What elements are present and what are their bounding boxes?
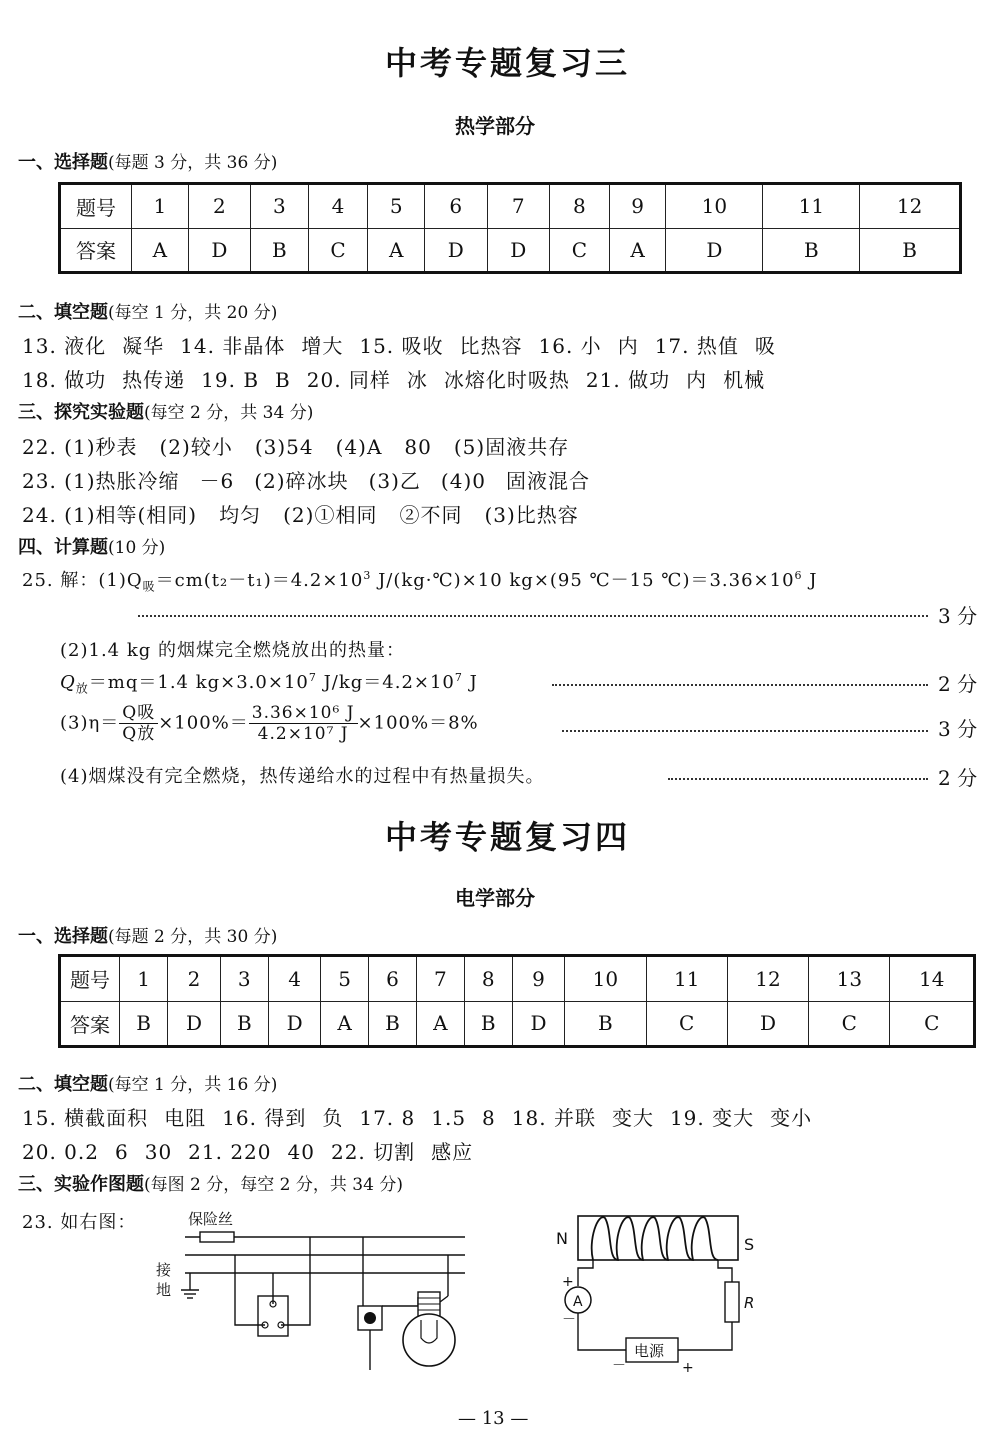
answer-cell: D (168, 1001, 220, 1047)
answer-cell: A (417, 1001, 465, 1047)
dotted-leader (562, 730, 928, 732)
question-number-cell: 8 (549, 184, 609, 229)
question-number-cell: 4 (268, 956, 320, 1002)
table-row-answers (60, 1001, 975, 1047)
answer-item: 17. 热值 (654, 334, 739, 358)
answer-item: 比热容 (459, 334, 523, 358)
experiment-heading-text: 三、实验作图题 (18, 1174, 144, 1195)
frac1-num: Q吸 (119, 703, 158, 724)
fill-heading-text: 二、填空题 (18, 1074, 108, 1095)
answer-item: 15. 横截面积 (22, 1106, 149, 1130)
answer-item: (2)较小 (159, 435, 233, 459)
choice-heading-note: (每题 2 分，共 30 分) (108, 927, 278, 947)
fuse-label: 保险丝 (188, 1210, 234, 1228)
switch-knob-icon (364, 1312, 376, 1324)
answer-item: 19. 变大 (669, 1106, 755, 1130)
table-header-cell: 题号 (60, 956, 120, 1002)
calc-l1-sub: 吸 (142, 579, 156, 594)
question-number-cell: 13 (809, 956, 890, 1002)
fraction-2 (249, 703, 358, 744)
question-number-cell: 6 (368, 956, 416, 1002)
fill-line-13-17 (22, 330, 792, 359)
answer-cell: B (464, 1001, 512, 1047)
question-number-cell: 12 (727, 956, 808, 1002)
calc-l1-end: J (802, 570, 818, 591)
question-number-cell: 2 (188, 184, 250, 229)
north-pole-label: N (556, 1229, 568, 1248)
fill-line-15-19 (22, 1102, 828, 1131)
light-bulb-icon (403, 1314, 455, 1366)
coil-lead-left (578, 1260, 593, 1286)
answer-item: 内 (617, 334, 639, 358)
answer-item: (3)54 (254, 435, 314, 459)
power-supply-label: 电源 (634, 1342, 665, 1360)
calc-l3-exp2: 7 (454, 671, 463, 684)
question-number-cell: 5 (368, 184, 425, 229)
answer-cell: C (890, 1001, 975, 1047)
answer-item: 15. 吸收 (359, 334, 444, 358)
answer-item: (2)①相同 (283, 503, 378, 527)
fuse-icon (200, 1232, 234, 1242)
answer-item: 6 (114, 1140, 129, 1164)
calc-l3-rest: J/kg＝4.2×10 (316, 672, 455, 693)
explore-line-24 (22, 499, 601, 528)
answer-cell: B (251, 228, 309, 273)
experiment-heading (18, 1170, 403, 1196)
ammeter-minus: － (562, 1312, 576, 1328)
answer-item: 16. 小 (538, 334, 602, 358)
answer-item: (5)固液共存 (453, 435, 570, 459)
question-number-cell: 7 (487, 184, 549, 229)
score-1: 3 分 (938, 604, 978, 628)
answer-cell: B (565, 1001, 646, 1047)
calc-l4-prefix: (3)η＝ (60, 712, 120, 734)
answer-item: 16. 得到 (222, 1106, 307, 1130)
answer-cell: A (321, 1001, 369, 1047)
explore-line-22 (22, 431, 591, 460)
frac2-num: 3.36×10⁶ J (249, 703, 358, 724)
answer-cell: D (512, 1001, 564, 1047)
question-number-cell: 9 (512, 956, 564, 1002)
answer-item: 18. 并联 (511, 1106, 596, 1130)
calc-l1-mid: ＝cm(t₂－t₁)＝4.2×10 (155, 570, 364, 591)
score-3: 3 分 (938, 717, 978, 741)
answer-item: 8 (482, 1106, 496, 1130)
answer-table-review-3 (58, 182, 962, 274)
question-number-cell: 11 (763, 184, 860, 229)
answer-item: 变小 (770, 1106, 813, 1130)
choice-heading-note: (每题 3 分，共 36 分) (108, 153, 278, 173)
question-number-cell: 1 (132, 184, 189, 229)
answer-item: 24. (1)相等(相同) (22, 503, 198, 527)
table-row-numbers (60, 184, 961, 229)
answer-cell: D (425, 228, 487, 273)
answer-item: 20. 同样 (306, 368, 391, 392)
answer-item: 40 (287, 1140, 315, 1164)
fraction-1 (119, 703, 158, 744)
answer-cell: B (120, 1001, 168, 1047)
calc-l4-mid: ×100%＝ (158, 712, 249, 734)
ammeter-plus: + (562, 1274, 574, 1290)
choice-heading (18, 148, 277, 174)
calc-l3-sub: 放 (75, 681, 89, 696)
question-number-cell: 3 (251, 184, 309, 229)
question-number-cell: 1 (120, 956, 168, 1002)
power-plus: + (682, 1360, 694, 1376)
answer-item: (3)比热容 (484, 503, 579, 527)
resistor-label: R (744, 1294, 755, 1312)
calc-heading-note: (10 分) (108, 538, 166, 558)
answer-cell: C (646, 1001, 727, 1047)
question-number-cell: 11 (646, 956, 727, 1002)
lamp-lead (382, 1297, 418, 1306)
score-4: 2 分 (938, 766, 978, 790)
iron-core (578, 1216, 738, 1260)
question-number-cell: 3 (220, 956, 268, 1002)
answer-cell: B (220, 1001, 268, 1047)
coil-lead-right (718, 1260, 732, 1282)
answer-item: 21. 220 (188, 1140, 272, 1164)
lamp-neutral-lead (440, 1296, 448, 1302)
answer-item: 固液混合 (505, 469, 590, 493)
choice-heading-text: 一、选择题 (18, 926, 108, 947)
explore-heading-text: 三、探究实验题 (18, 402, 144, 423)
answer-item: ②不同 (399, 503, 463, 527)
circuit-lead-bottom-right (678, 1322, 732, 1350)
question-number-cell: 5 (321, 956, 369, 1002)
power-minus: － (612, 1358, 626, 1374)
answer-item: (2)碎冰块 (254, 469, 349, 493)
calc-line-2: (2)1.4 kg 的烟煤完全燃烧放出的热量： (60, 640, 405, 661)
ammeter-label: A (573, 1294, 583, 1310)
question-number-cell: 14 (890, 956, 975, 1002)
answer-item: 增大 (301, 334, 344, 358)
question-number-cell: 2 (168, 956, 220, 1002)
answer-item: 变大 (611, 1106, 654, 1130)
answer-item: 23. (1)热胀冷缩 (22, 469, 180, 493)
answer-item: 14. 非晶体 (180, 334, 286, 358)
answer-cell: A (609, 228, 666, 273)
answer-item: 21. 做功 (585, 368, 671, 392)
table-header-cell: 答案 (60, 1001, 120, 1047)
answer-item: 热传递 (122, 368, 186, 392)
question-number-cell: 6 (425, 184, 487, 229)
choice-heading (18, 922, 277, 948)
answer-cell: A (132, 228, 189, 273)
page-number: — 13 — (458, 1408, 529, 1429)
answer-item: 30 (144, 1140, 173, 1164)
question-number-cell: 4 (308, 184, 368, 229)
frac1-den: Q放 (122, 724, 156, 744)
answer-cell: D (487, 228, 549, 273)
answer-item: 冰 (406, 368, 428, 392)
dotted-leader (552, 684, 928, 686)
answer-cell: C (549, 228, 609, 273)
answer-item: 22. 切割 (330, 1140, 416, 1164)
fill-heading (18, 298, 277, 324)
explore-line-23 (22, 465, 610, 494)
calc-l1-prefix: 25. 解：(1)Q (22, 570, 143, 591)
answer-item: B (275, 368, 291, 392)
question-number-cell: 10 (565, 956, 646, 1002)
answer-item: 13. 液化 (22, 334, 107, 358)
household-circuit-figure (150, 1200, 470, 1380)
question-23-label: 23. 如右图： (22, 1212, 137, 1233)
calc-line-3 (60, 668, 478, 697)
answer-item: 19. B (201, 368, 260, 392)
page-title-review-4: 中考专题复习四 (385, 818, 631, 856)
experiment-heading-note: (每图 2 分，每空 2 分，共 34 分) (144, 1175, 403, 1195)
fill-heading-text: 二、填空题 (18, 302, 108, 323)
answer-cell: D (666, 228, 763, 273)
calc-l3-prefix: Q (60, 672, 76, 693)
explore-heading (18, 398, 313, 424)
answer-table-review-4 (58, 954, 976, 1048)
choice-heading-text: 一、选择题 (18, 152, 108, 173)
calc-l1-exp2: 6 (794, 569, 803, 582)
question-number-cell: 7 (417, 956, 465, 1002)
answer-item: 电阻 (164, 1106, 207, 1130)
answer-item: －6 (199, 469, 235, 493)
table-header-cell: 题号 (60, 184, 132, 229)
answer-cell: D (268, 1001, 320, 1047)
section-subtitle-thermal: 热学部分 (455, 114, 535, 138)
answer-item: 80 (404, 435, 432, 459)
question-number-cell: 12 (860, 184, 961, 229)
question-number-cell: 8 (464, 956, 512, 1002)
answer-cell: B (368, 1001, 416, 1047)
question-number-cell: 9 (609, 184, 666, 229)
table-row-numbers (60, 956, 975, 1002)
answer-item: (4)0 (440, 469, 486, 493)
answer-item: 17. 8 (359, 1106, 416, 1130)
score-2: 2 分 (938, 672, 978, 696)
answer-item: 22. (1)秒表 (22, 435, 138, 459)
answer-cell: D (188, 228, 250, 273)
frac2-den: 4.2×10⁷ J (257, 724, 349, 744)
answer-item: 吸 (754, 334, 776, 358)
calc-l3-mid: ＝mq＝1.4 kg×3.0×10 (88, 672, 309, 693)
ground-label-1: 接 (156, 1261, 172, 1279)
calc-l3-end: J (462, 672, 478, 693)
answer-item: 凝华 (122, 334, 165, 358)
answer-item: (3)乙 (368, 469, 421, 493)
table-header-cell: 答案 (60, 228, 132, 273)
calc-line-1 (22, 566, 817, 595)
calc-l4-end: ×100%＝8% (357, 712, 479, 734)
table-row-answers (60, 228, 961, 273)
answer-item: 20. 0.2 (22, 1140, 99, 1164)
answer-item: 1.5 (431, 1106, 467, 1130)
question-number-cell: 10 (666, 184, 763, 229)
dotted-leader (668, 778, 928, 780)
calc-heading (18, 533, 165, 559)
answer-item: 机械 (723, 368, 766, 392)
resistor-icon (725, 1282, 739, 1322)
answer-cell: C (809, 1001, 890, 1047)
page-title-review-3: 中考专题复习三 (385, 44, 631, 82)
calc-l3-exp: 7 (308, 671, 317, 684)
circuit-lead-bottom-left (578, 1313, 626, 1350)
answer-item: 负 (322, 1106, 344, 1130)
answer-cell: C (308, 228, 368, 273)
fill-line-20-22 (22, 1136, 489, 1165)
section-subtitle-electric: 电学部分 (455, 886, 535, 910)
answer-cell: D (727, 1001, 808, 1047)
fill-heading-note: (每空 1 分，共 16 分) (108, 1075, 278, 1095)
answer-cell: B (860, 228, 961, 273)
south-pole-label: S (744, 1235, 755, 1254)
fill-line-18-21 (22, 364, 781, 393)
answer-item: 均匀 (219, 503, 262, 527)
explore-heading-note: (每空 2 分，共 34 分) (144, 403, 314, 423)
fill-heading (18, 1070, 277, 1096)
calc-line-4 (60, 703, 479, 744)
answer-item: 18. 做功 (22, 368, 107, 392)
calc-l1-exp: 3 (363, 569, 372, 582)
answer-cell: A (368, 228, 425, 273)
answer-item: 内 (686, 368, 708, 392)
answer-item: 冰熔化时吸热 (443, 368, 570, 392)
answer-item: (4)A (335, 435, 383, 459)
electromagnet-figure (548, 1210, 788, 1380)
calc-l1-rest: J/(kg·℃)×10 kg×(95 ℃－15 ℃)＝3.36×10 (371, 570, 795, 591)
answer-cell: B (763, 228, 860, 273)
fill-heading-note: (每空 1 分，共 20 分) (108, 303, 278, 323)
calc-line-5: (4)烟煤没有完全燃烧，热传递给水的过程中有热量损失。 (60, 766, 545, 787)
ground-label-2: 地 (156, 1281, 172, 1299)
answer-item: 感应 (431, 1140, 474, 1164)
dotted-leader (138, 615, 928, 617)
calc-heading-text: 四、计算题 (18, 537, 108, 558)
